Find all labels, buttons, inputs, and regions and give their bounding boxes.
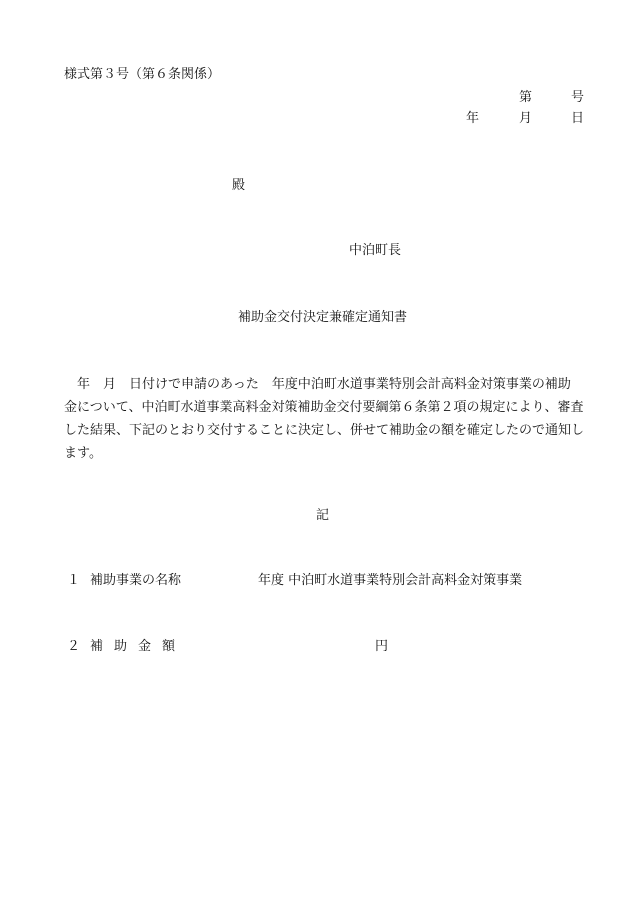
date-month-label: 月	[519, 111, 533, 126]
body-paragraph	[64, 373, 584, 465]
item-value-project-name: 年度 中泊町水道事業特別会計高料金対策事業	[258, 573, 523, 588]
date-year-label: 年	[466, 111, 480, 126]
item-number: ２	[67, 639, 81, 654]
body-line: した結果、下記のとおり交付することに決定し、併せて補助金の額を確定したので通知し	[64, 423, 585, 438]
document-number-unit: 号	[571, 90, 585, 105]
addressee-honorific: 殿	[232, 178, 246, 193]
body-line: 年 月 日付けで申請のあった 年度中泊町水道事業特別会計高料金対策事業の補助	[64, 377, 571, 392]
document-title: 補助金交付決定兼確定通知書	[238, 310, 408, 325]
form-number: 様式第３号（第６条関係）	[64, 67, 221, 82]
ki-heading: 記	[316, 508, 330, 523]
issuer-name: 中泊町長	[349, 243, 402, 258]
item-number: １	[67, 573, 81, 588]
item-label-subsidy-amount: 補助金額	[90, 639, 187, 654]
date-day-label: 日	[571, 111, 585, 126]
item-value-subsidy-amount: 円	[375, 639, 389, 654]
item-label-project-name: 補助事業の名称	[90, 573, 182, 588]
body-line: 金について、中泊町水道事業高料金対策補助金交付要綱第６条第２項の規定により、審査	[64, 400, 584, 415]
body-line: ます。	[64, 446, 102, 461]
document-number-label: 第	[519, 90, 533, 105]
